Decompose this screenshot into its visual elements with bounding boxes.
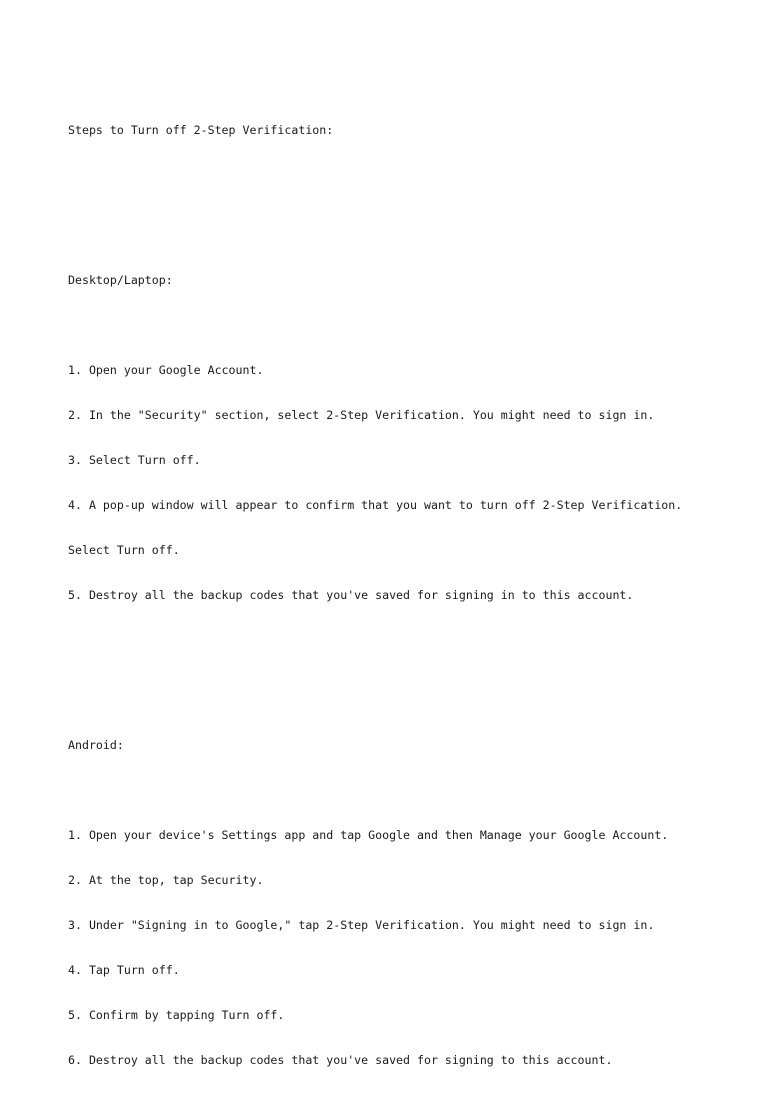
desktop-step-4: 4. A pop-up window will appear to confirm that you want to turn off 2-Step Verification. <box>68 498 683 512</box>
document-text <box>68 93 758 1098</box>
android-step-3: 3. Under "Signing in to Google," tap 2-Step Verification. You might need to sign in. <box>68 918 655 932</box>
desktop-step-5: 5. Destroy all the backup codes that you've saved for signing in to this account. <box>68 588 634 602</box>
blank-line <box>68 678 758 693</box>
android-step-5: 5. Confirm by tapping Turn off. <box>68 1008 285 1022</box>
desktop-step-1: 1. Open your Google Account. <box>68 363 264 377</box>
document-title: Steps to Turn off 2-Step Verification: <box>68 123 334 137</box>
desktop-step-3: 3. Select Turn off. <box>68 453 201 467</box>
android-step-2: 2. At the top, tap Security. <box>68 873 264 887</box>
blank-line <box>68 168 758 183</box>
desktop-step-2: 2. In the "Security" section, select 2-Step Verification. You might need to sign in. <box>68 408 655 422</box>
android-step-6: 6. Destroy all the backup codes that you've saved for signing to this account. <box>68 1053 613 1067</box>
blank-line <box>68 783 758 798</box>
desktop-step-4-continued: Select Turn off. <box>68 543 180 557</box>
android-heading: Android: <box>68 738 124 752</box>
blank-line <box>68 213 758 228</box>
android-step-4: 4. Tap Turn off. <box>68 963 180 977</box>
desktop-heading: Desktop/Laptop: <box>68 273 173 287</box>
blank-line <box>68 633 758 648</box>
android-step-1: 1. Open your device's Settings app and tap Google and then Manage your Google Account. <box>68 828 669 842</box>
blank-line <box>68 318 758 333</box>
